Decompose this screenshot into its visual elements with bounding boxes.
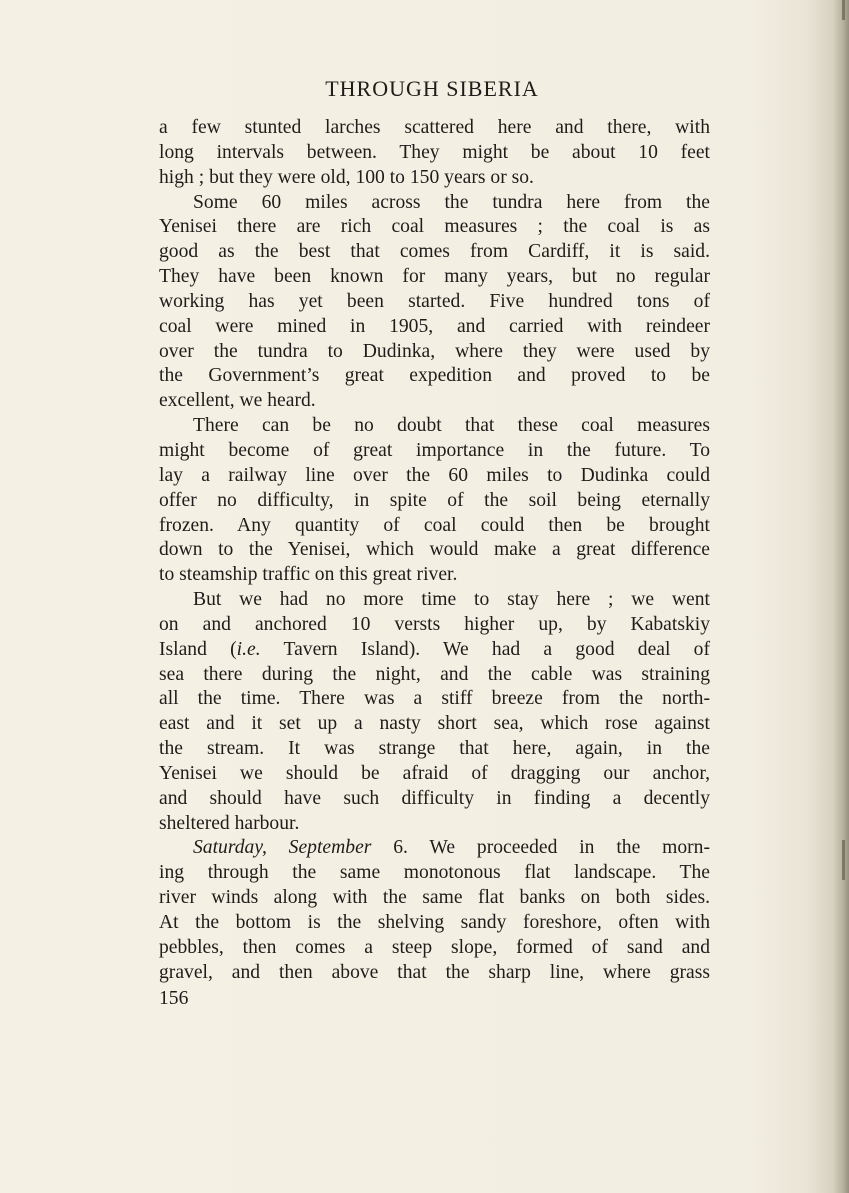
running-head: THROUGH SIBERIA <box>325 76 539 101</box>
text-line: Some 60 miles across the tundra here from the <box>193 191 710 213</box>
text-line: to steamship traffic on this great river. <box>159 564 458 586</box>
italic-text: Saturday, September <box>193 837 372 859</box>
text-line: a few stunted larches scattered here and there, with <box>159 117 710 138</box>
italic-text: i.e. <box>236 638 261 660</box>
text-line: long intervals between. They might be about 10 feet <box>159 141 710 163</box>
page-edge-shadow <box>833 0 849 1193</box>
text-line: Island (i.e. Tavern Island). We had a good deal of <box>159 638 710 660</box>
text-line: pebbles, then comes a steep slope, formed of sand and <box>159 936 710 958</box>
text-line: river winds along with the same flat banks on both sides. <box>159 887 710 909</box>
text-line: east and it set up a nasty short sea, which rose against <box>159 713 710 735</box>
text-line: all the time. There was a stiff breeze from the north- <box>159 688 710 710</box>
text-line: There can be no doubt that these coal measures <box>193 415 710 437</box>
body-text <box>159 116 710 986</box>
edge-mark <box>842 840 845 880</box>
text-line: sea there during the night, and the cable was straining <box>159 663 710 685</box>
text-line: over the tundra to Dudinka, where they were used by <box>159 340 710 362</box>
text-line: sheltered harbour. <box>159 812 300 834</box>
text-line: ing through the same monotonous flat landscape. The <box>159 862 710 884</box>
page-number: 156 <box>159 988 189 1009</box>
text-line: the Government’s great expedition and proved to be <box>159 365 710 387</box>
text-line: But we had no more time to stay here ; we went <box>193 589 710 611</box>
text-line: They have been known for many years, but no regular <box>159 266 710 288</box>
text-line: Yenisei we should be afraid of dragging our anchor, <box>159 762 710 784</box>
edge-mark <box>842 0 845 20</box>
text-line: frozen. Any quantity of coal could then be brought <box>159 514 710 536</box>
text-line: gravel, and then above that the sharp line, where grass <box>159 961 710 983</box>
text-line: and should have such difficulty in finding a decently <box>159 787 710 809</box>
text-line: Yenisei there are rich coal measures ; the coal is as <box>159 216 710 238</box>
text-line: good as the best that comes from Cardiff, it is said. <box>159 241 710 263</box>
text-line: on and anchored 10 versts higher up, by Kabatskiy <box>159 613 710 635</box>
text-line: lay a railway line over the 60 miles to Dudinka could <box>159 464 710 486</box>
text-line: working has yet been started. Five hundred tons of <box>159 290 710 312</box>
text-line: Saturday, September 6. We proceeded in the morn- <box>193 837 710 859</box>
text-line: At the bottom is the shelving sandy foreshore, often with <box>159 912 710 933</box>
text-line: high ; but they were old, 100 to 150 years or so. <box>159 166 534 188</box>
text-line: offer no difficulty, in spite of the soil being eternally <box>159 489 710 511</box>
text-line: might become of great importance in the future. To <box>159 439 710 461</box>
text-line: the stream. It was strange that here, again, in the <box>159 738 710 760</box>
text-line: coal were mined in 1905, and carried with reindeer <box>159 315 710 337</box>
text-line: down to the Yenisei, which would make a great difference <box>159 539 710 561</box>
text-line: excellent, we heard. <box>159 390 316 412</box>
